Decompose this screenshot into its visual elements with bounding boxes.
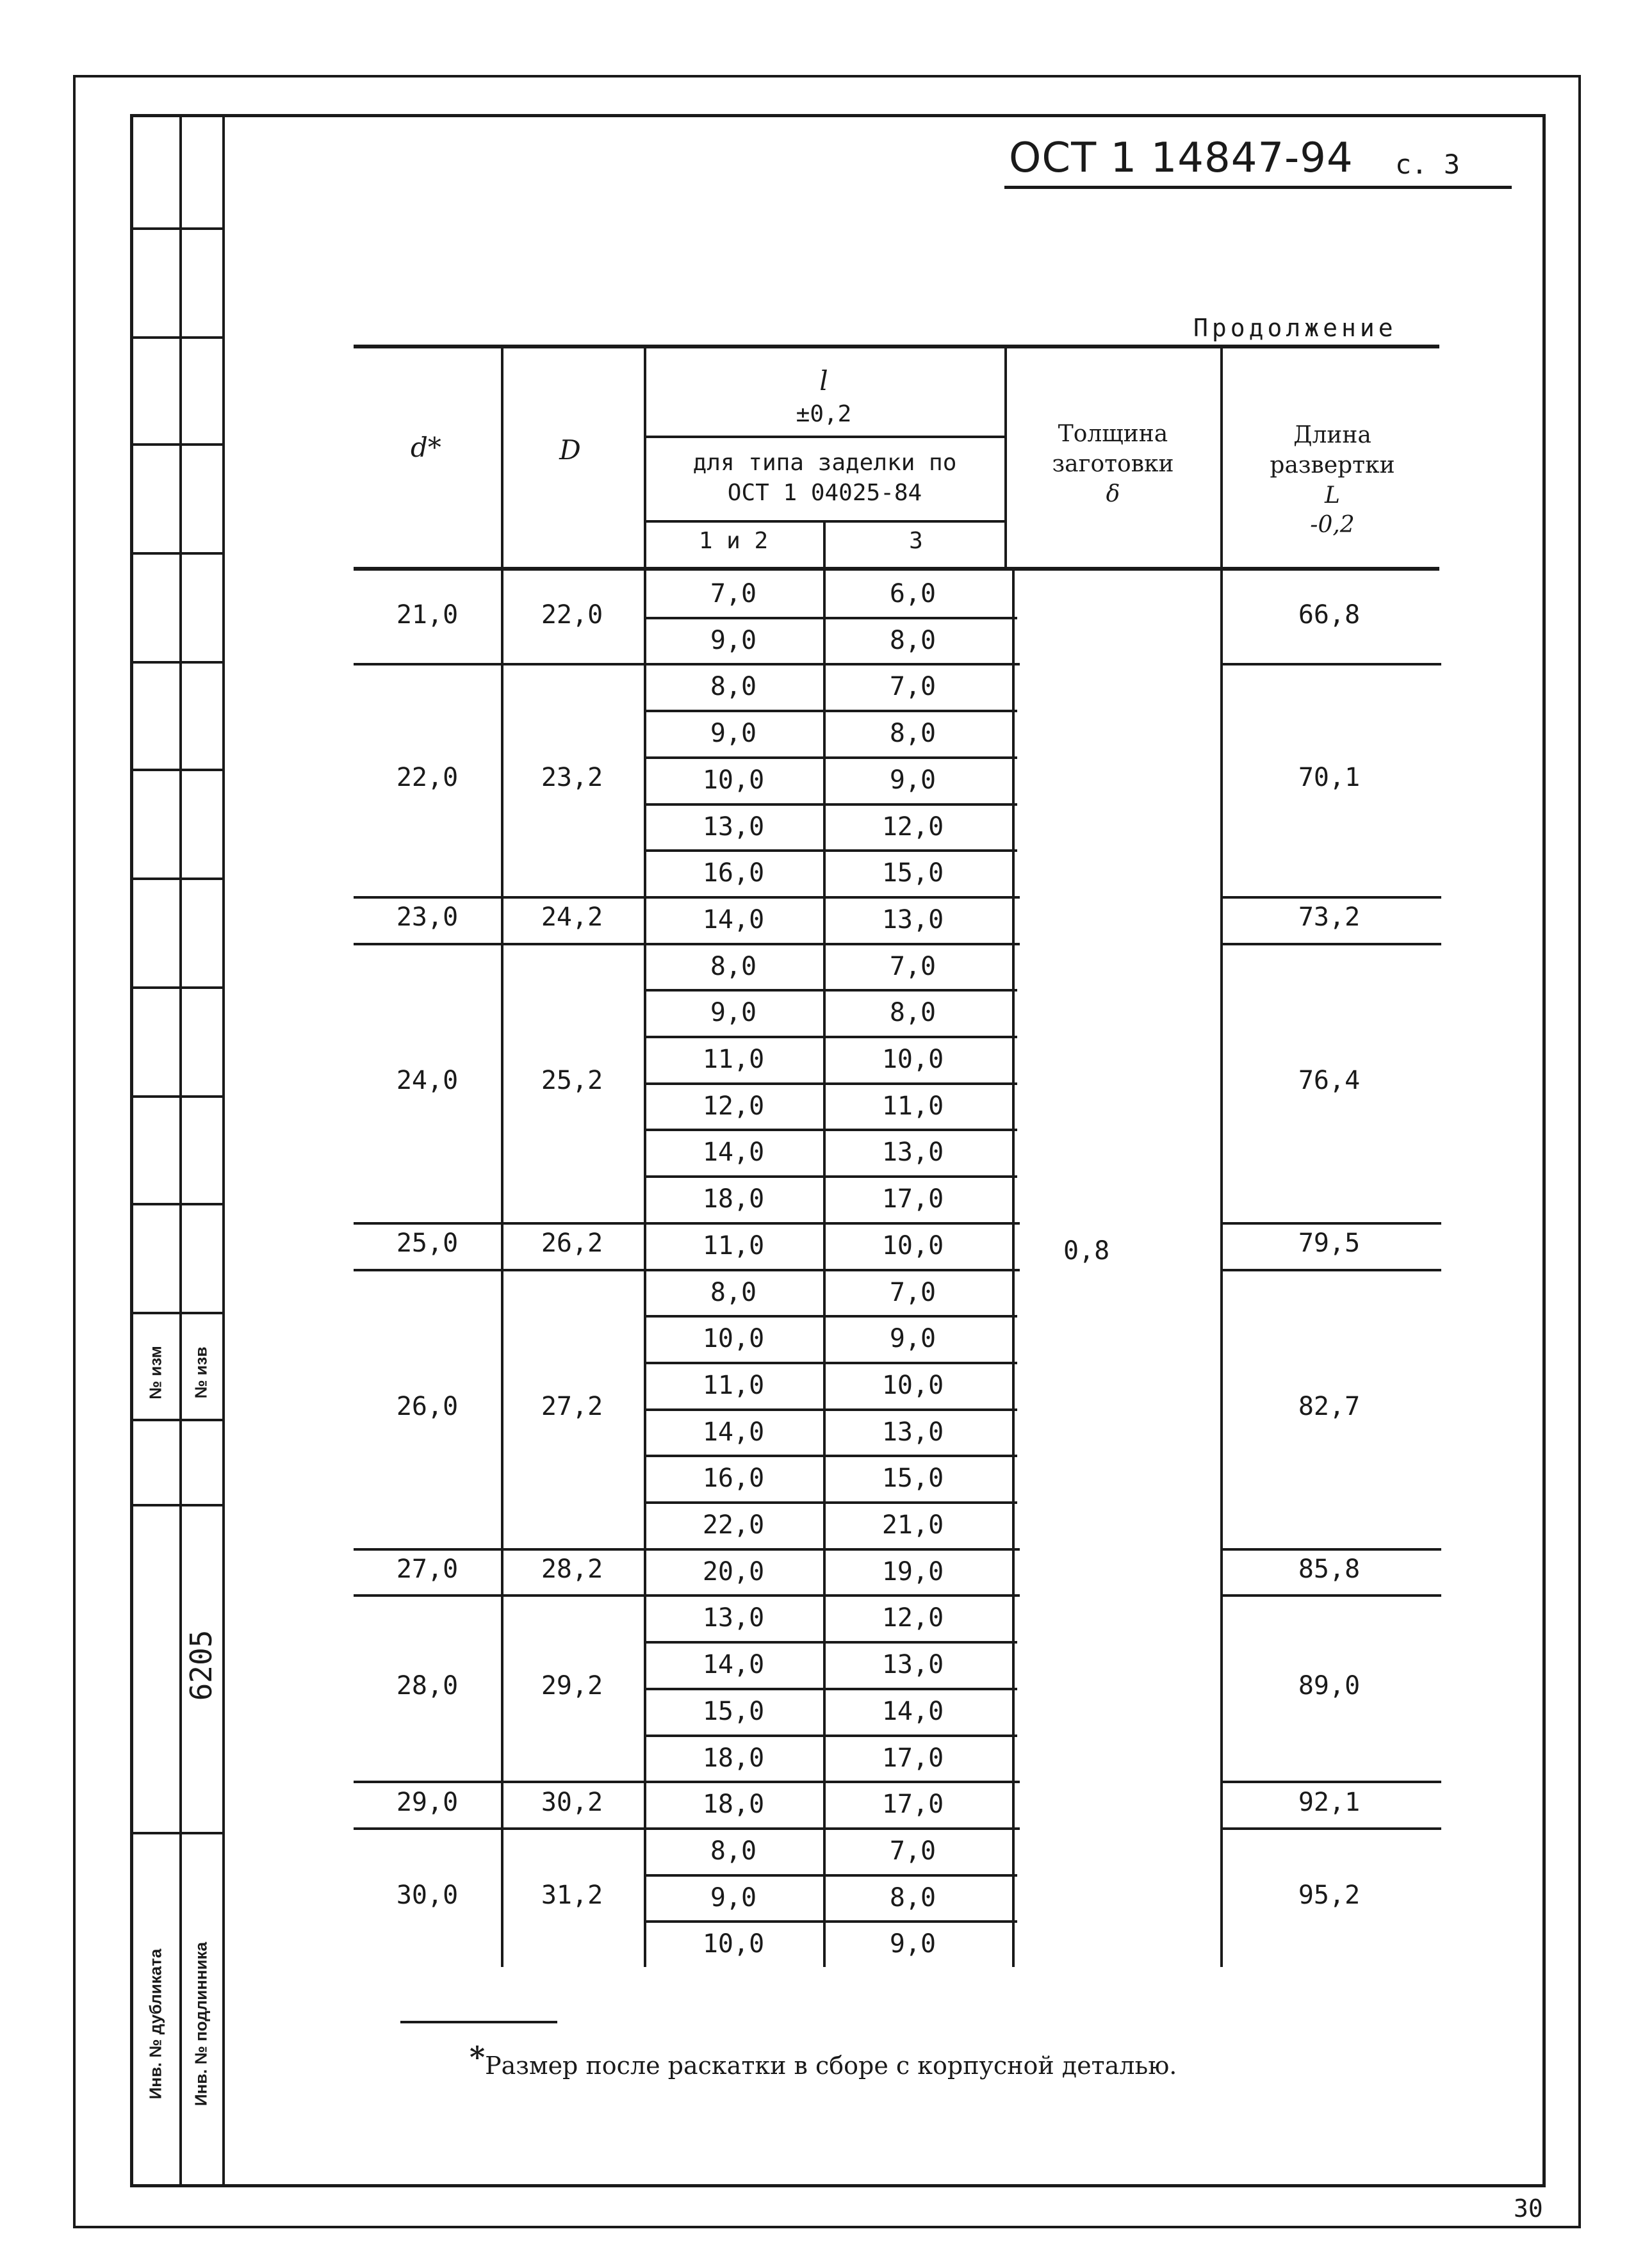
- l-type-3-value: 12,0: [881, 1603, 944, 1633]
- l-type-3-value: 17,0: [881, 1743, 944, 1773]
- l-type-3-value: 10,0: [881, 1230, 944, 1261]
- group-D-value: 31,2: [541, 1880, 603, 1910]
- l-type-1-2-value: 14,0: [702, 1417, 765, 1447]
- l-symbol: l: [819, 365, 828, 396]
- code-underline: [1004, 186, 1512, 189]
- group-D-value: 29,2: [541, 1670, 603, 1701]
- thickness-line2: заготовки: [1052, 450, 1174, 477]
- row-divider: [646, 1408, 1017, 1411]
- l-type-3-value: 7,0: [889, 672, 936, 702]
- row-divider: [646, 1735, 1017, 1737]
- row-divider: [646, 1501, 1017, 1504]
- l-subheader: [653, 448, 996, 509]
- row-divider: [646, 1129, 1017, 1131]
- length-header: [1236, 421, 1428, 541]
- l-type-3-value: 12,0: [881, 812, 944, 842]
- l-type-3-value: 13,0: [881, 904, 944, 935]
- group-D-value: 23,2: [541, 763, 603, 793]
- row-divider: [646, 1315, 1017, 1318]
- row-divider: [646, 1874, 1017, 1877]
- group-L-value: 92,1: [1298, 1787, 1361, 1817]
- l-type-1-2-value: 9,0: [710, 998, 757, 1028]
- row-divider: [646, 1036, 1017, 1038]
- group-divider: [1220, 896, 1441, 899]
- row-divider: [646, 849, 1017, 852]
- l-type-1-2-value: 14,0: [702, 904, 765, 935]
- l-type-3-value: 13,0: [881, 1650, 944, 1680]
- group-divider: [1220, 663, 1441, 665]
- group-D-value: 28,2: [541, 1555, 603, 1585]
- row-divider: [646, 1082, 1017, 1085]
- original-inv-label: Инв. № подлинника: [191, 1941, 211, 2107]
- row-divider: [646, 756, 1017, 759]
- group-d-value: 30,0: [396, 1880, 459, 1910]
- l-type-1-2-value: 11,0: [702, 1045, 765, 1074]
- group-divider: [1220, 1781, 1441, 1783]
- l-type-1-2-value: 10,0: [702, 1324, 765, 1354]
- l-type-3-value: 7,0: [889, 951, 936, 981]
- group-d-value: 26,0: [396, 1391, 459, 1421]
- l-type-1-2-value: 15,0: [702, 1696, 765, 1726]
- l-type-3-value: 8,0: [889, 998, 936, 1028]
- l-subheader-line1: для типа заделки по: [692, 450, 957, 476]
- l-type-3-value: 7,0: [889, 1277, 936, 1307]
- l-type-3-value: 15,0: [881, 858, 944, 888]
- row-divider: [646, 803, 1017, 806]
- l-type-1-2-value: 14,0: [702, 1650, 765, 1680]
- column-divider: [501, 570, 503, 1967]
- footnote-mark: *: [470, 2040, 486, 2075]
- l-type-3-value: 17,0: [881, 1790, 944, 1820]
- row-divider: [646, 989, 1017, 992]
- row-divider: [646, 1175, 1017, 1178]
- group-divider: [354, 1548, 1020, 1551]
- l-type-3-value: 13,0: [881, 1138, 944, 1168]
- group-L-value: 89,0: [1298, 1670, 1361, 1701]
- col-D-header: D: [559, 434, 581, 466]
- continuation-label: Продолжение: [1193, 314, 1397, 342]
- doc-code: ОСТ 1 14847-94: [1009, 135, 1353, 182]
- group-L-value: 76,4: [1298, 1065, 1361, 1095]
- group-L-value: 95,2: [1298, 1880, 1361, 1910]
- l-type-1-2-value: 18,0: [702, 1743, 765, 1773]
- row-divider: [646, 1641, 1017, 1644]
- row-divider: [646, 1362, 1017, 1364]
- l-type-1-2-value: 10,0: [702, 1929, 765, 1959]
- group-divider: [354, 1269, 1020, 1271]
- l-type-3-value: 7,0: [889, 1836, 936, 1866]
- thickness-value: 0,8: [1063, 1236, 1110, 1266]
- group-divider: [1220, 943, 1441, 945]
- l-type-3-value: 9,0: [889, 765, 936, 795]
- group-D-value: 24,2: [541, 902, 603, 933]
- group-d-value: 24,0: [396, 1065, 459, 1095]
- l-type-3-value: 8,0: [889, 625, 936, 655]
- l-type-1-2-value: 14,0: [702, 1138, 765, 1168]
- col-d-header: d*: [411, 432, 441, 463]
- group-D-value: 25,2: [541, 1065, 603, 1095]
- row-divider: [646, 617, 1017, 619]
- l-type-3-value: 11,0: [881, 1091, 944, 1121]
- row-divider: [646, 1455, 1017, 1457]
- l-type-3-value: 10,0: [881, 1370, 944, 1400]
- l-type-1-2-value: 18,0: [702, 1790, 765, 1820]
- group-divider: [1220, 1548, 1441, 1551]
- l-type-1-2-value: 13,0: [702, 812, 765, 842]
- l-type-3-value: 9,0: [889, 1324, 936, 1354]
- row-divider: [646, 1688, 1017, 1690]
- group-D-value: 27,2: [541, 1391, 603, 1421]
- group-divider: [1220, 1222, 1441, 1225]
- thickness-symbol: δ: [1106, 480, 1120, 507]
- group-divider: [354, 1594, 1020, 1597]
- l-type-1-2-value: 12,0: [702, 1091, 765, 1121]
- l-type-1-2-value: 16,0: [702, 858, 765, 888]
- original-inv-value: 6205: [184, 1629, 218, 1701]
- l-type-3-value: 9,0: [889, 1929, 936, 1959]
- group-divider: [1220, 1594, 1441, 1597]
- group-d-value: 27,0: [396, 1555, 459, 1585]
- group-d-value: 22,0: [396, 763, 459, 793]
- group-d-value: 28,0: [396, 1670, 459, 1701]
- l-type-3-value: 13,0: [881, 1417, 944, 1447]
- length-tolerance: -0,2: [1310, 512, 1355, 539]
- l-col-1-header: 1 и 2: [698, 528, 769, 554]
- length-line1: Длина: [1293, 422, 1371, 448]
- column-divider: [644, 570, 646, 1967]
- l-type-3-value: 21,0: [881, 1510, 944, 1540]
- group-L-value: 70,1: [1298, 763, 1361, 793]
- l-type-1-2-value: 11,0: [702, 1230, 765, 1261]
- l-type-1-2-value: 22,0: [702, 1510, 765, 1540]
- group-D-value: 22,0: [541, 600, 603, 630]
- group-L-value: 79,5: [1298, 1228, 1361, 1259]
- l-type-3-value: 19,0: [881, 1556, 944, 1587]
- sheet-number: 30: [1514, 2194, 1543, 2223]
- l-type-3-value: 6,0: [889, 579, 936, 608]
- length-line2: развертки: [1270, 452, 1395, 478]
- group-divider: [1220, 1827, 1441, 1830]
- group-divider: [354, 943, 1020, 945]
- group-L-value: 66,8: [1298, 600, 1361, 630]
- group-d-value: 25,0: [396, 1228, 459, 1259]
- l-type-1-2-value: 13,0: [702, 1603, 765, 1633]
- group-L-value: 73,2: [1298, 902, 1361, 933]
- l-type-3-value: 14,0: [881, 1696, 944, 1726]
- group-d-value: 23,0: [396, 902, 459, 933]
- footnote-text: Размер после раскатки в сборе с корпусной деталью.: [485, 2052, 1177, 2080]
- l-col-2-header: 3: [909, 528, 923, 554]
- group-d-value: 29,0: [396, 1787, 459, 1817]
- l-type-3-value: 8,0: [889, 1882, 936, 1913]
- column-divider: [1012, 570, 1015, 1967]
- group-L-value: 82,7: [1298, 1391, 1361, 1421]
- column-divider: [1220, 570, 1223, 1967]
- l-type-3-value: 15,0: [881, 1464, 944, 1494]
- stamp-divider: [179, 114, 182, 2187]
- group-d-value: 21,0: [396, 600, 459, 630]
- thickness-header: [1025, 420, 1201, 509]
- l-type-1-2-value: 9,0: [710, 625, 757, 655]
- l-tolerance: ±0,2: [796, 401, 852, 427]
- l-type-1-2-value: 20,0: [702, 1556, 765, 1587]
- duplicate-inv-label: Инв. № дубликата: [145, 1948, 165, 2100]
- footnote-rule: [400, 2021, 557, 2023]
- l-type-1-2-value: 16,0: [702, 1464, 765, 1494]
- footnote: [470, 2040, 1177, 2080]
- notice-no-label: № изв: [191, 1346, 211, 1399]
- row-divider: [646, 1920, 1017, 1923]
- page-label: с. 3: [1395, 149, 1460, 180]
- l-subheader-line2: ОСТ 1 04025-84: [727, 479, 922, 506]
- l-type-3-value: 17,0: [881, 1184, 944, 1214]
- l-type-1-2-value: 7,0: [710, 579, 757, 608]
- group-divider: [354, 663, 1020, 665]
- group-D-value: 26,2: [541, 1228, 603, 1259]
- thickness-line1: Толщина: [1058, 421, 1168, 447]
- length-symbol: L: [1325, 482, 1340, 509]
- row-divider: [646, 710, 1017, 712]
- l-type-3-value: 10,0: [881, 1045, 944, 1074]
- group-divider: [354, 1827, 1020, 1830]
- group-divider: [354, 1781, 1020, 1783]
- l-type-1-2-value: 10,0: [702, 765, 765, 795]
- group-divider: [354, 896, 1020, 899]
- l-type-3-value: 8,0: [889, 719, 936, 749]
- l-type-1-2-value: 8,0: [710, 1836, 757, 1866]
- group-D-value: 30,2: [541, 1787, 603, 1817]
- l-type-1-2-value: 11,0: [702, 1370, 765, 1400]
- l-type-1-2-value: 8,0: [710, 1277, 757, 1307]
- l-type-1-2-value: 8,0: [710, 672, 757, 702]
- group-divider: [1220, 1269, 1441, 1271]
- change-no-label: № изм: [145, 1346, 165, 1400]
- group-divider: [354, 1222, 1020, 1225]
- stamp-divider: [222, 114, 225, 2187]
- column-divider: [823, 570, 826, 1967]
- l-type-1-2-value: 18,0: [702, 1184, 765, 1214]
- l-type-1-2-value: 8,0: [710, 951, 757, 981]
- l-type-1-2-value: 9,0: [710, 719, 757, 749]
- group-L-value: 85,8: [1298, 1555, 1361, 1585]
- l-type-1-2-value: 9,0: [710, 1882, 757, 1913]
